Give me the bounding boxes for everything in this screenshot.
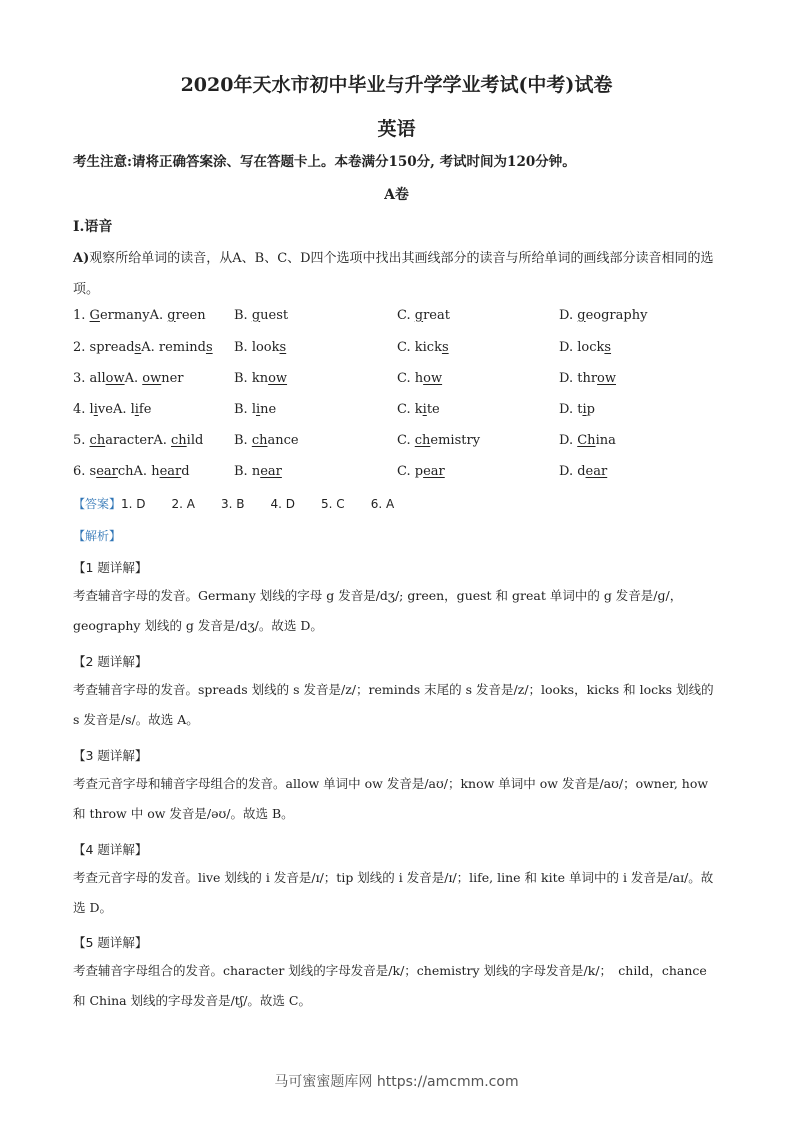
option-b: B. near bbox=[234, 464, 282, 479]
instruction-label: A) bbox=[73, 251, 90, 266]
detail-heading: 【1 题详解】 bbox=[73, 560, 148, 575]
answer-tag: 【答案】 bbox=[73, 497, 122, 511]
question-row bbox=[73, 464, 723, 484]
section-heading: I.语音 bbox=[73, 219, 113, 235]
analysis-tag: 【解析】 bbox=[73, 529, 122, 543]
option-b: B. looks bbox=[234, 340, 287, 355]
question-word: 4. liveA. life bbox=[73, 402, 152, 417]
answer-item: 4. D bbox=[270, 497, 296, 511]
detail-heading: 【2 题详解】 bbox=[73, 654, 148, 669]
question-word: 1. GermanyA. green bbox=[73, 308, 206, 323]
option-d: D. tip bbox=[559, 402, 595, 417]
answer-item: 1. D bbox=[121, 497, 146, 511]
subject-heading: 英语 bbox=[377, 118, 416, 140]
option-c: C. pear bbox=[397, 464, 445, 479]
option-b: B. guest bbox=[234, 308, 289, 323]
option-c: C. how bbox=[397, 371, 443, 386]
answer-item: 6. A bbox=[370, 497, 395, 511]
option-b: B. chance bbox=[234, 433, 299, 448]
option-d: D. throw bbox=[559, 371, 617, 386]
detail-heading: 【5 题详解】 bbox=[73, 935, 148, 950]
exam-title: 2020年天水市初中毕业与升学学业考试(中考)试卷 bbox=[180, 74, 613, 96]
option-d: D. China bbox=[559, 433, 616, 448]
answer-line bbox=[73, 495, 394, 512]
volume-heading: A卷 bbox=[384, 187, 409, 203]
option-c: C. chemistry bbox=[397, 433, 481, 448]
option-d: D. locks bbox=[559, 340, 612, 355]
option-b: B. know bbox=[234, 371, 288, 386]
question-row bbox=[73, 433, 723, 453]
detail-heading: 【3 题详解】 bbox=[73, 748, 148, 763]
footer-watermark: 马可蜜蜜题库网 https://amcmm.com bbox=[274, 1074, 519, 1090]
question-row bbox=[73, 340, 723, 360]
instruction-text: 观察所给单词的读音，从A、B、C、D四个选项中找出其画线部分的读音与所给单词的画线部分读音相同的选项。 bbox=[73, 251, 714, 297]
option-d: D. dear bbox=[559, 464, 608, 479]
question-row bbox=[73, 308, 723, 328]
question-word: 2. spreadsA. reminds bbox=[73, 340, 213, 355]
question-word: 6. searchA. heard bbox=[73, 464, 190, 479]
detail-text: 考查元音字母的发音。live 划线的 i 发音是/ɪ/；tip 划线的 i 发音是/ɪ/；life, line 和 kite 单词中的 i 发音是/aɪ/。故选 D。 bbox=[73, 870, 714, 915]
detail-text: 考查辅音字母组合的发音。character 划线的字母发音是/k/；chemistry 划线的字母发音是/k/； child，chance 和 China 划线的字母发音是/tʃ/。故选 C。 bbox=[73, 963, 707, 1008]
option-c: C. kicks bbox=[397, 340, 449, 355]
detail-text: 考查辅音字母的发音。Germany 划线的字母 g 发音是/dʒ/; green，guest 和 great 单词中的 g 发音是/ɡ/，geography 划线的 g 发音是/dʒ/。故选 D。 bbox=[73, 588, 683, 633]
option-c: C. kite bbox=[397, 402, 440, 417]
answer-item: 5. C bbox=[321, 497, 345, 511]
option-d: D. geography bbox=[559, 308, 648, 323]
question-row bbox=[73, 371, 723, 391]
question-row bbox=[73, 402, 723, 422]
detail-text: 考查元音字母和辅音字母组合的发音。allow 单词中 ow 发音是/aʊ/；know 单词中 ow 发音是/aʊ/；owner, how 和 throw 中 ow 发音是/əʊ/。故选 B。 bbox=[73, 776, 709, 821]
candidate-notice: 考生注意:请将正确答案涂、写在答题卡上。本卷满分150分, 考试时间为120分钟。 bbox=[73, 154, 576, 170]
option-b: B. line bbox=[234, 402, 277, 417]
answer-item: 2. A bbox=[171, 497, 196, 511]
question-word: 3. allowA. owner bbox=[73, 371, 184, 386]
question-word: 5. characterA. child bbox=[73, 433, 204, 448]
detail-heading: 【4 题详解】 bbox=[73, 842, 148, 857]
answer-item: 3. B bbox=[221, 497, 245, 511]
detail-text: 考查辅音字母的发音。spreads 划线的 s 发音是/z/；reminds 末尾的 s 发音是/z/；looks，kicks 和 locks 划线的 s 发音是/s/。故选 A。 bbox=[73, 682, 714, 727]
option-c: C. great bbox=[397, 308, 450, 323]
instruction bbox=[73, 243, 723, 305]
